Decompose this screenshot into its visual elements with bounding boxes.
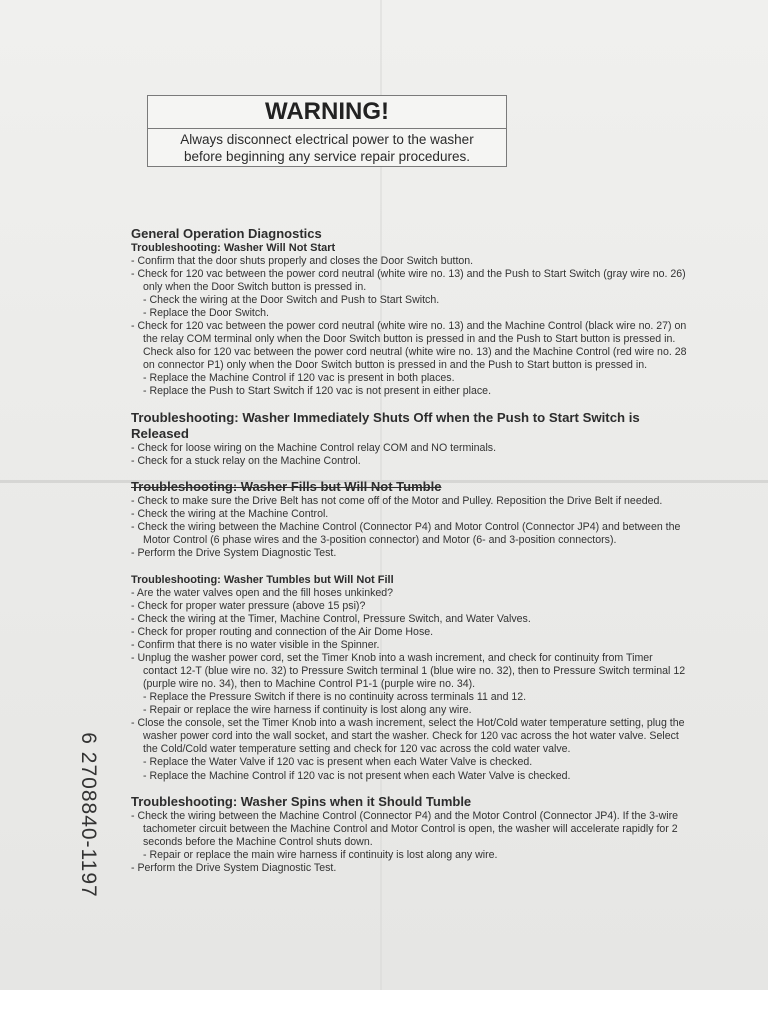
- warning-message: [148, 129, 506, 165]
- warning-line: before beginning any service repair procedures.: [184, 149, 470, 164]
- text-line: - Replace the Push to Start Switch if 120 vac is not present in either place.: [143, 385, 492, 398]
- text-line: - Confirm that the door shuts properly and closes the Door Switch button.: [131, 255, 474, 267]
- section-title: Troubleshooting: Washer Immediately Shuts Off when the Push to Start Switch is: [131, 409, 640, 425]
- text-line: - Check for 120 vac between the power cord neutral (white wire no. 13) and the Machine Control (black wire no. 27) on: [131, 320, 687, 333]
- text-line: - Check the wiring between the Machine Control (Connector P4) and Motor Control (Connector JP4) and between the: [131, 520, 681, 533]
- part-number: 6 2708840-1197: [77, 732, 100, 898]
- section-title: Troubleshooting: Washer Tumbles but Will Not Fill: [131, 573, 394, 586]
- section-title: Troubleshooting: Washer Spins when it Should Tumble: [131, 793, 472, 809]
- text-line: - Replace the Door Switch.: [143, 307, 270, 320]
- text-line: - Check the wiring at the Timer, Machine Control, Pressure Switch, and Water Valves.: [131, 612, 531, 625]
- text-line: tachometer circuit between the Machine Control and Motor Control is open, the washer will accelerate rapidly for 2: [143, 822, 678, 835]
- section-subtitle: Troubleshooting: Washer Will Not Start: [131, 242, 336, 254]
- text-line: - Replace the Machine Control if 120 vac is not present when each Water Valve is checked.: [143, 769, 571, 782]
- text-line: washer power cord into the wall socket, and start the washer. Check for 120 vac across the hot water valve. Select: [143, 730, 679, 743]
- text-line: - Perform the Drive System Diagnostic Test.: [131, 861, 337, 874]
- text-line: - Check the wiring between the Machine Control (Connector P4) and the Motor Control (Connector JP4). If the 3-wire: [131, 809, 679, 822]
- text-line: Check also for 120 vac between the power cord neutral (white wire no. 13) and the Machine Control (red wire no. 28: [143, 346, 687, 359]
- text-line: - Check for 120 vac between the power cord neutral (white wire no. 13) and the Push to Start Switch (gray wire no. 26): [131, 268, 686, 281]
- text-line: - Repair or replace the main wire harness if continuity is lost along any wire.: [143, 848, 498, 861]
- text-line: - Check for a stuck relay on the Machine Control.: [131, 454, 361, 467]
- text-line: - Check for proper routing and connection of the Air Dome Hose.: [131, 625, 434, 638]
- text-line: - Check for loose wiring on the Machine Control relay COM and NO terminals.: [131, 441, 497, 454]
- warning-line: Always disconnect electrical power to the washer: [180, 132, 474, 147]
- text-line: - Repair or replace the wire harness if continuity is lost along any wire.: [143, 704, 472, 717]
- text-line: - Replace the Machine Control if 120 vac is present in both places.: [143, 372, 455, 385]
- section-title: Released: [131, 425, 189, 441]
- text-line: - Check the wiring at the Door Switch and Push to Start Switch.: [143, 294, 440, 307]
- text-line: - Check for proper water pressure (above 15 psi)?: [131, 599, 366, 612]
- text-line: contact 12-T (blue wire no. 32) to Pressure Switch terminal 1 (blue wire no. 32), then to Pressure Switch terminal 12: [143, 665, 686, 678]
- text-line: - Confirm that there is no water visible in the Spinner.: [131, 639, 380, 652]
- text-line: - Unplug the washer power cord, set the Timer Knob into a wash increment, and check for continuity from Timer: [131, 652, 653, 665]
- text-line: on connector P1) only when the Door Switch button is pressed in and the Push to Start button is pressed in.: [143, 359, 648, 372]
- text-line: - Perform the Drive System Diagnostic Test.: [131, 546, 337, 559]
- text-line: Motor Control (6 phase wires and the 3-position connector) and Motor (6- and 3-position connectors).: [143, 533, 617, 546]
- warning-box: [147, 95, 507, 167]
- text-line: (purple wire no. 34), then to Machine Control P1-1 (purple wire no. 34).: [143, 678, 476, 691]
- text-line: the relay COM terminal only when the Door Switch button is pressed in and the Push to Start button is pressed in.: [143, 333, 676, 346]
- text-line: seconds before the Machine Control shuts down.: [143, 835, 373, 848]
- text-line: the Cold/Cold water temperature setting and check for 120 vac across the cold water valve.: [143, 743, 571, 756]
- text-line: - Check to make sure the Drive Belt has not come off of the Motor and Pulley. Reposition the Drive Belt if needed.: [131, 494, 663, 507]
- text-line: - Check the wiring at the Machine Control.: [131, 507, 329, 520]
- text-line: - Close the console, set the Timer Knob into a wash increment, select the Hot/Cold water temperature setting, plug the: [131, 717, 685, 730]
- text-line: - Replace the Water Valve if 120 vac is present when each Water Valve is checked.: [143, 756, 533, 769]
- section-title: Troubleshooting: Washer Fills but Will Not Tumble: [131, 478, 442, 494]
- text-line: - Replace the Pressure Switch if there is no continuity across terminals 11 and 12.: [143, 691, 527, 704]
- warning-title: WARNING!: [148, 96, 506, 129]
- text-line: only when the Door Switch button is pressed in.: [143, 281, 367, 294]
- section-title: General Operation Diagnostics: [131, 226, 322, 241]
- text-line: - Are the water valves open and the fill hoses unkinked?: [131, 586, 394, 599]
- diagnostics-content: [131, 226, 761, 875]
